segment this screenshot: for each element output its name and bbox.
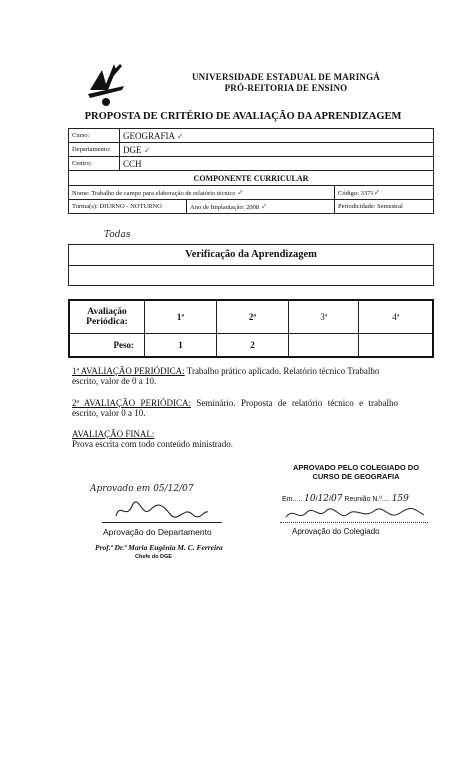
date-month: 12 bbox=[317, 494, 330, 504]
period-2: 2ª bbox=[217, 300, 289, 334]
avaliacao-table bbox=[68, 299, 434, 358]
verificacao-title: Verificação da Aprendizagem bbox=[69, 245, 433, 266]
nome-row bbox=[69, 186, 434, 200]
colegiado-date-line: Em..... 10/12/07 Reunião N.º.... 159 bbox=[282, 494, 409, 504]
document-title: PROPOSTA DE CRITÉRIO DE AVALIAÇÃO DA APRENDIZAGEM bbox=[84, 111, 402, 122]
stamp-role: Chefe do DGE bbox=[135, 554, 172, 560]
curso-row bbox=[69, 129, 434, 143]
university-name-block bbox=[186, 72, 386, 94]
centro-value: CCH bbox=[120, 157, 434, 171]
colegiado-approval-label: Aprovação do Colegiado bbox=[292, 527, 380, 536]
criterio-1-label: 1ª AVALIAÇÃO PERIÓDICA: bbox=[72, 366, 185, 376]
course-info-table bbox=[68, 128, 434, 214]
departamento-cell bbox=[120, 143, 434, 157]
turma-ano-cell bbox=[69, 200, 335, 214]
check-mark-icon: ✓ bbox=[176, 131, 184, 141]
university-logo-icon bbox=[86, 60, 126, 108]
em-label: Em bbox=[282, 496, 293, 503]
criterio-1 bbox=[72, 366, 398, 386]
criterio-2 bbox=[72, 398, 398, 418]
codigo-cell bbox=[335, 186, 434, 200]
period-1: 1ª bbox=[145, 300, 217, 334]
handwritten-note: Todas bbox=[104, 230, 131, 240]
codigo-value: Código: 3371 bbox=[338, 190, 374, 197]
check-mark-icon: ✓ bbox=[260, 202, 268, 211]
peso-label: Peso: bbox=[69, 334, 145, 358]
componente-curricular-title: COMPONENTE CURRICULAR bbox=[69, 171, 434, 186]
ano-cell bbox=[187, 202, 270, 211]
section-row bbox=[69, 171, 434, 186]
periodicidade-value: Periodicidade: Semestral bbox=[335, 200, 434, 214]
departamento-row bbox=[69, 143, 434, 157]
nome-cell bbox=[69, 186, 335, 200]
check-mark-icon: ✓ bbox=[373, 188, 381, 197]
handwritten-approval: Aprovado em 05/12/07 bbox=[90, 484, 194, 494]
departamento-value: DGE bbox=[123, 144, 142, 155]
peso-2: 2 bbox=[217, 334, 289, 358]
peso-4 bbox=[359, 334, 433, 358]
check-mark-icon: ✓ bbox=[143, 145, 151, 155]
criterio-final-label: AVALIAÇÃO FINAL: bbox=[72, 429, 155, 439]
department-signature-line bbox=[102, 522, 222, 523]
turma-value: Turma(s): DIURNO - NOTURNO bbox=[69, 200, 187, 213]
colegiado-signature-icon bbox=[284, 505, 428, 523]
periods-row bbox=[69, 300, 433, 334]
curso-cell bbox=[120, 129, 434, 143]
verificacao-box bbox=[68, 244, 434, 286]
criterio-1-text: Trabalho prático aplicado. Relatório técnico Trabalho escrito, valor de 0 a 10. bbox=[72, 366, 380, 386]
check-mark-icon: ✓ bbox=[237, 188, 244, 197]
colegiado-signature-line bbox=[280, 522, 428, 523]
curso-value: GEOGRAFIA bbox=[123, 130, 175, 141]
criterio-final bbox=[72, 429, 398, 449]
reuniao-label: Reunião N.º bbox=[344, 496, 382, 503]
peso-3 bbox=[289, 334, 359, 358]
centro-row bbox=[69, 157, 434, 171]
departamento-label: Departamento: bbox=[69, 143, 120, 157]
dean-office: PRÓ-REITORIA DE ENSINO bbox=[224, 83, 348, 93]
date-day: 10 bbox=[304, 494, 316, 504]
criterio-final-text: Prova escrita com todo conteúdo ministrado. bbox=[72, 439, 233, 449]
avaliacao-label: Avaliação Periódica: bbox=[69, 300, 145, 334]
centro-label: Centro: bbox=[69, 157, 120, 171]
reuniao-number: 159 bbox=[391, 494, 409, 504]
peso-row bbox=[69, 334, 433, 358]
colegiado-heading: APROVADO PELO COLEGIADO DO CURSO DE GEOGRAFIA bbox=[292, 463, 420, 481]
department-approval-label: Aprovação do Departamento bbox=[103, 527, 212, 537]
period-3: 3ª bbox=[289, 300, 359, 334]
criterio-2-text: Seminário. Proposta de relatório técnico e trabalho escrito, valor 0 a 10. bbox=[72, 398, 398, 418]
stamp-name: Prof.ª Dr.ª Maria Eugênia M. C. Ferreira bbox=[95, 543, 223, 552]
nome-value: Nome: Trabalho de campo para elaboração de relatório técnico bbox=[72, 190, 236, 197]
date-year: 07 bbox=[330, 494, 343, 504]
peso-1: 1 bbox=[145, 334, 217, 358]
department-signature-icon bbox=[112, 500, 212, 522]
criterio-2-label: 2ª AVALIAÇÃO PERIÓDICA: bbox=[72, 398, 191, 408]
ano-value: Ano de Implantação: 2008 bbox=[190, 204, 260, 211]
period-4: 4ª bbox=[359, 300, 433, 334]
curso-label: Curso: bbox=[69, 129, 120, 143]
turma-row bbox=[69, 200, 434, 214]
university-name: UNIVERSIDADE ESTADUAL DE MARINGÁ bbox=[191, 72, 380, 82]
